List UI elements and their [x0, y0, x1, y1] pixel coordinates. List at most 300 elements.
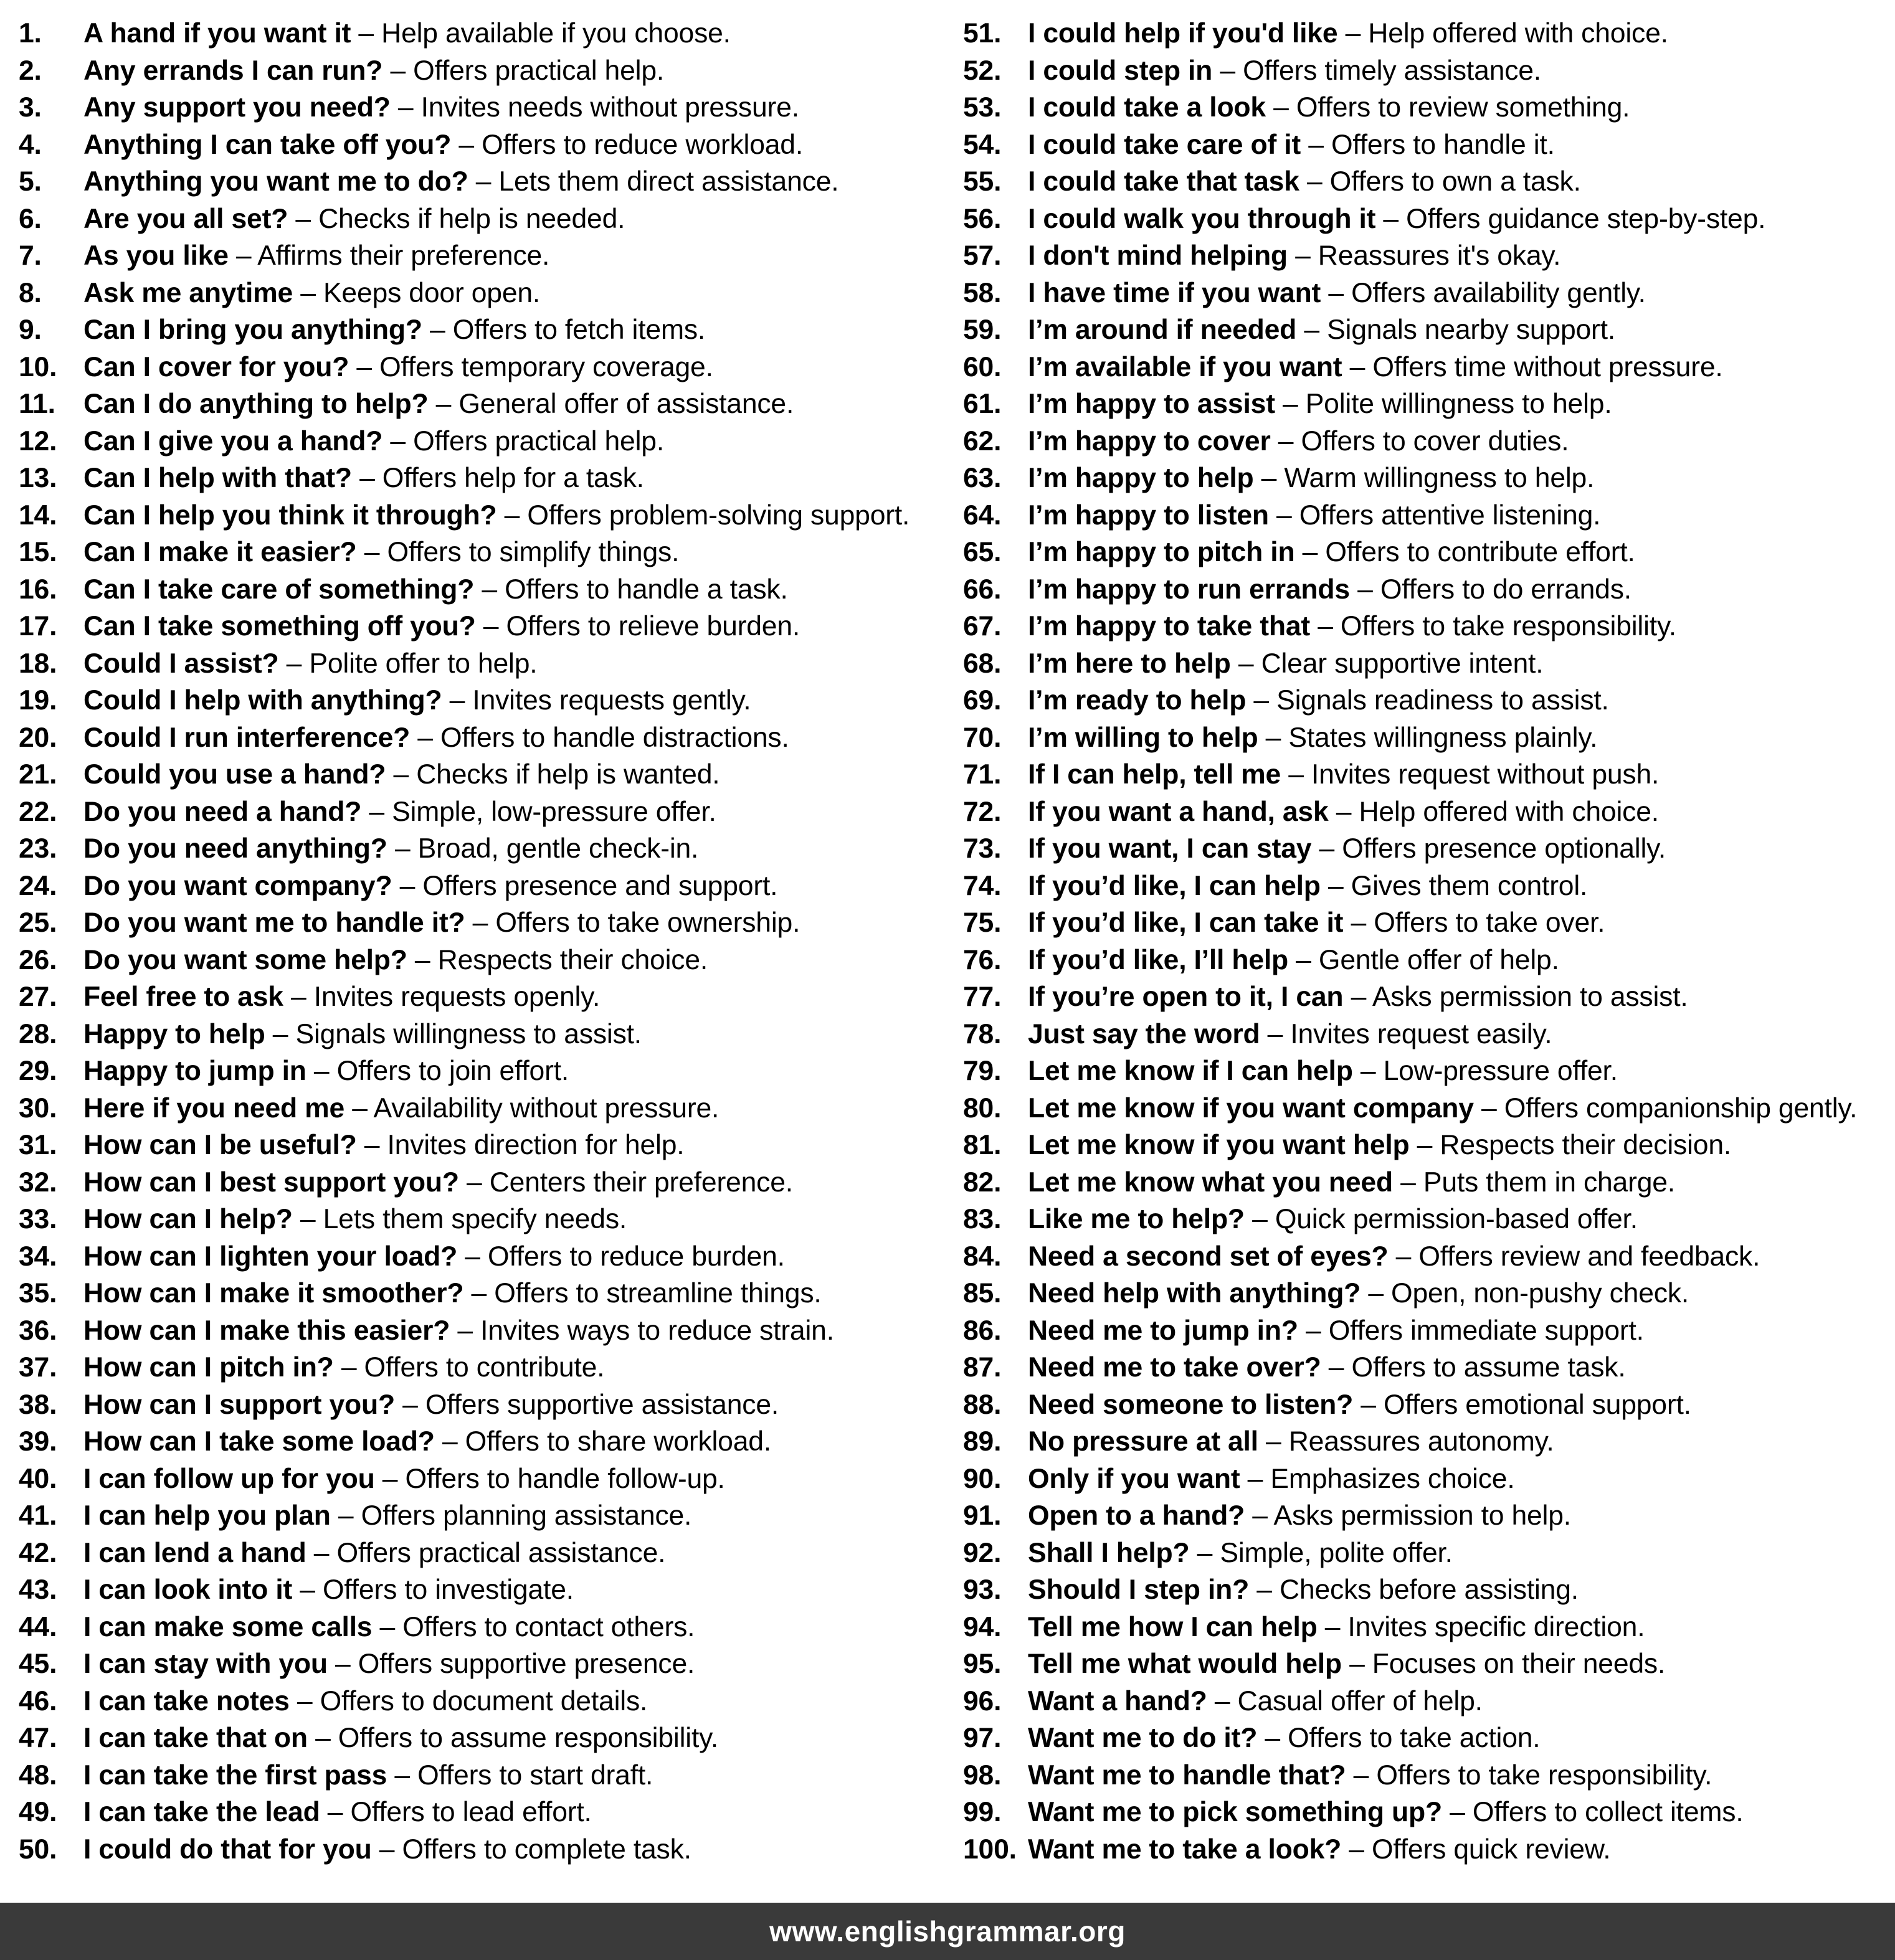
list-item [963, 1238, 1880, 1276]
item-number: 67. [963, 611, 1002, 641]
item-description: Asks permission to help. [1273, 1500, 1571, 1531]
item-description: Emphasizes choice. [1270, 1463, 1515, 1494]
item-description: Simple, low-pressure offer. [392, 796, 716, 827]
item-separator: – [1212, 55, 1243, 86]
list-item [963, 1090, 1880, 1127]
item-phrase: How can I lighten your load? [83, 1241, 458, 1272]
item-text [1028, 793, 1659, 831]
item-separator: – [1317, 1611, 1348, 1642]
list-item [19, 1016, 936, 1053]
item-number: 46. [19, 1685, 57, 1716]
item-description: Offers attentive listening. [1299, 499, 1601, 531]
item-description: Offers to handle distractions. [440, 722, 789, 753]
item-phrase: I’m happy to listen [1028, 499, 1269, 531]
item-text [83, 942, 708, 979]
item-description: Invites request without push. [1311, 759, 1660, 790]
item-text [1028, 868, 1587, 905]
list-item [19, 237, 936, 275]
item-description: Offers companionship gently. [1504, 1092, 1858, 1124]
item-number: 73. [963, 833, 1002, 864]
item-number: 31. [19, 1130, 57, 1160]
item-phrase: Ask me anytime [83, 277, 293, 308]
list-item [963, 904, 1880, 942]
item-description: Help offered with choice. [1368, 18, 1668, 49]
item-description: Checks before assisting. [1279, 1574, 1579, 1605]
list-item [963, 756, 1880, 793]
item-phrase: If you want a hand, ask [1028, 796, 1329, 827]
item-separator: – [372, 1611, 403, 1642]
item-phrase: I could take care of it [1028, 129, 1301, 160]
item-text [83, 15, 731, 52]
footer-bar [0, 1903, 1895, 1960]
item-text [83, 1090, 719, 1127]
item-phrase: I’m happy to pitch in [1028, 537, 1295, 567]
item-text [1028, 942, 1559, 979]
item-description: Checks if help is wanted. [416, 759, 720, 790]
item-separator: – [1442, 1797, 1473, 1827]
list-item [963, 386, 1880, 423]
item-description: Offers to contribute effort. [1325, 537, 1635, 567]
item-separator: – [1388, 1241, 1419, 1272]
item-description: Quick permission-based offer. [1275, 1204, 1638, 1234]
item-description: Reassures autonomy. [1288, 1426, 1554, 1457]
list-item [963, 793, 1880, 831]
item-number: 2. [19, 55, 42, 86]
item-separator: – [374, 1463, 406, 1494]
item-description: Offers to own a task. [1329, 166, 1581, 197]
item-separator: – [463, 1278, 495, 1309]
list-item [963, 275, 1880, 312]
item-description: Offers temporary coverage. [379, 351, 713, 382]
item-number: 66. [963, 574, 1002, 605]
list-item [963, 497, 1880, 534]
list-item [963, 571, 1880, 608]
item-phrase: Do you want me to handle it? [83, 907, 465, 938]
item-description: Offers to complete task. [402, 1834, 691, 1865]
item-description: Offers timely assistance. [1243, 55, 1541, 86]
item-text [83, 1275, 822, 1312]
item-number: 53. [963, 92, 1002, 123]
item-number: 79. [963, 1056, 1002, 1086]
item-number: 7. [19, 240, 42, 271]
item-separator: – [278, 648, 310, 679]
list-item [19, 1757, 936, 1794]
item-phrase: How can I best support you? [83, 1167, 459, 1198]
list-item [963, 645, 1880, 683]
item-phrase: I’m happy to cover [1028, 425, 1271, 457]
list-item [19, 868, 936, 905]
item-text [1028, 1127, 1731, 1164]
item-separator: – [1281, 759, 1311, 790]
item-number: 9. [19, 315, 42, 345]
item-separator: – [392, 870, 423, 901]
item-phrase: A hand if you want it [83, 18, 351, 49]
item-text [1028, 1609, 1645, 1646]
item-number: 71. [963, 759, 1002, 790]
list-item [963, 1053, 1880, 1090]
list-item [19, 645, 936, 683]
item-number: 77. [963, 982, 1002, 1012]
item-separator: – [1260, 1018, 1291, 1049]
item-separator: – [1341, 1649, 1372, 1679]
item-number: 63. [963, 463, 1002, 493]
item-text [1028, 460, 1594, 497]
item-description: Focuses on their needs. [1372, 1649, 1666, 1679]
list-item [963, 682, 1880, 719]
item-text [83, 423, 664, 460]
item-text [1028, 1535, 1453, 1572]
item-description: Offers to contact others. [402, 1611, 695, 1642]
item-description: Polite offer to help. [309, 648, 538, 679]
item-number: 72. [963, 796, 1002, 827]
list-item [963, 1349, 1880, 1386]
item-description: Offers guidance step-by-step. [1406, 203, 1766, 234]
item-phrase: Want me to pick something up? [1028, 1797, 1443, 1827]
item-description: Offers practical help. [413, 425, 665, 457]
item-description: Reassures it's okay. [1318, 240, 1561, 271]
item-phrase: Want me to do it? [1028, 1723, 1258, 1753]
item-number: 83. [963, 1204, 1002, 1234]
list-item [19, 1090, 936, 1127]
item-separator: – [265, 1018, 296, 1049]
item-text [83, 237, 549, 275]
item-description: Offers to reduce workload. [482, 129, 804, 160]
item-description: Lets them direct assistance. [498, 166, 839, 197]
item-separator: – [410, 722, 441, 753]
item-description: Broad, gentle check-in. [417, 833, 699, 864]
list-item [963, 1016, 1880, 1053]
list-item [963, 1497, 1880, 1535]
item-number: 84. [963, 1241, 1002, 1272]
item-text [83, 868, 777, 905]
list-item [19, 719, 936, 757]
item-separator: – [361, 796, 392, 827]
item-text [83, 1794, 592, 1831]
item-separator: – [1270, 425, 1301, 457]
item-text [1028, 1201, 1638, 1238]
item-text [83, 1201, 627, 1238]
item-phrase: Need a second set of eyes? [1028, 1241, 1389, 1272]
item-phrase: I have time if you want [1028, 277, 1321, 308]
item-number: 52. [963, 55, 1002, 86]
item-number: 35. [19, 1278, 57, 1309]
item-separator: – [1299, 166, 1330, 197]
item-description: Offers to take responsibility. [1340, 611, 1676, 641]
item-description: Offers practical help. [413, 55, 665, 86]
item-text [1028, 89, 1630, 126]
item-separator: – [1346, 1759, 1377, 1791]
item-separator: – [1288, 944, 1319, 975]
item-number: 81. [963, 1130, 1002, 1160]
list-item [19, 1201, 936, 1238]
list-item [19, 201, 936, 238]
item-phrase: I’m willing to help [1028, 722, 1258, 753]
list-item [963, 1312, 1880, 1350]
item-number: 5. [19, 166, 42, 197]
item-text [1028, 1571, 1579, 1609]
list-item [19, 52, 936, 90]
item-description: Clear supportive intent. [1261, 648, 1544, 679]
item-separator: – [442, 685, 473, 716]
list-item [19, 1794, 936, 1831]
item-separator: – [394, 1389, 425, 1420]
item-description: Offers to handle it. [1331, 129, 1555, 160]
list-item [963, 830, 1880, 868]
list-item [19, 1461, 936, 1498]
item-description: Centers their preference. [489, 1167, 793, 1198]
item-description: Offers to assume responsibility. [338, 1723, 719, 1753]
item-text [1028, 719, 1597, 757]
item-phrase: How can I make it smoother? [83, 1278, 464, 1309]
item-description: Offers to lead effort. [350, 1797, 592, 1827]
item-separator: – [351, 463, 382, 493]
list-item [19, 311, 936, 349]
list-item [19, 571, 936, 608]
list-item [963, 608, 1880, 645]
list-item [963, 1164, 1880, 1201]
item-number: 26. [19, 944, 57, 975]
item-separator: – [1392, 1167, 1423, 1198]
item-text [83, 830, 698, 868]
item-phrase: I can look into it [83, 1574, 293, 1605]
item-text [1028, 1831, 1610, 1868]
item-phrase: Can I cover for you? [83, 351, 349, 382]
item-description: Offers to take over. [1374, 907, 1605, 938]
item-text [1028, 423, 1569, 460]
item-description: Offers to share workload. [465, 1426, 771, 1457]
item-text [1028, 1497, 1571, 1535]
item-text [1028, 311, 1615, 349]
list-item [19, 497, 936, 534]
item-description: Offers presence and support. [422, 870, 778, 901]
list-item [963, 868, 1880, 905]
item-phrase: Tell me what would help [1028, 1649, 1342, 1679]
item-separator: – [1294, 537, 1326, 567]
list-item [963, 1831, 1880, 1868]
item-description: Offers to contribute. [364, 1352, 605, 1383]
item-separator: – [1343, 982, 1372, 1012]
item-phrase: I don't mind helping [1028, 240, 1288, 271]
item-number: 23. [19, 833, 57, 864]
list-item [963, 978, 1880, 1016]
item-phrase: I could do that for you [83, 1834, 372, 1865]
item-phrase: Do you want some help? [83, 944, 407, 975]
list-item [963, 1794, 1880, 1831]
item-description: Gives them control. [1351, 870, 1588, 901]
item-separator: – [1409, 1130, 1440, 1160]
item-separator: – [1244, 1204, 1275, 1234]
item-text [1028, 1386, 1691, 1424]
item-phrase: How can I take some load? [83, 1426, 435, 1457]
item-description: Lets them specify needs. [323, 1204, 627, 1234]
list-column-left [19, 15, 936, 1868]
item-description: Puts them in charge. [1423, 1167, 1675, 1198]
item-phrase: Do you need anything? [83, 833, 387, 864]
item-text [83, 1645, 695, 1683]
item-text [1028, 534, 1635, 571]
list-item [19, 275, 936, 312]
item-number: 34. [19, 1241, 57, 1272]
list-item [19, 1275, 936, 1312]
item-separator: – [306, 1056, 337, 1086]
item-description: Offers help for a task. [382, 463, 644, 493]
item-description: States willingness plainly. [1288, 722, 1598, 753]
item-phrase: I could help if you'd like [1028, 18, 1338, 49]
item-separator: – [333, 1352, 364, 1383]
list-item [19, 1497, 936, 1535]
item-text [83, 682, 751, 719]
item-number: 27. [19, 982, 57, 1012]
item-number: 87. [963, 1352, 1002, 1383]
list-item [19, 1423, 936, 1461]
item-separator: – [1353, 1389, 1384, 1420]
item-number: 36. [19, 1315, 57, 1346]
item-separator: – [1189, 1537, 1220, 1568]
item-number: 76. [963, 944, 1002, 975]
item-number: 56. [963, 203, 1002, 234]
item-text [83, 460, 644, 497]
item-separator: – [1341, 1834, 1372, 1865]
item-description: Signals nearby support. [1327, 315, 1615, 345]
item-number: 70. [963, 722, 1002, 753]
item-separator: – [496, 499, 528, 531]
item-phrase: I can lend a hand [83, 1537, 306, 1568]
item-phrase: Want a hand? [1028, 1685, 1207, 1716]
item-text [83, 1386, 779, 1424]
item-number: 10. [19, 351, 57, 382]
item-text [83, 1497, 691, 1535]
item-separator: – [292, 1574, 323, 1605]
item-description: Affirms their preference. [257, 240, 550, 271]
item-text [1028, 349, 1723, 386]
item-description: Respects their choice. [437, 944, 708, 975]
item-phrase: I can take that on [83, 1723, 308, 1753]
item-number: 3. [19, 92, 42, 123]
item-phrase: How can I pitch in? [83, 1352, 334, 1383]
item-separator: – [307, 1723, 338, 1753]
item-phrase: Can I give you a hand? [83, 425, 383, 457]
item-text [83, 571, 788, 608]
item-number: 24. [19, 870, 57, 901]
item-description: Simple, polite offer. [1220, 1537, 1453, 1568]
item-phrase: I’m happy to help [1028, 463, 1254, 493]
list-item [19, 163, 936, 201]
item-phrase: I can take the first pass [83, 1759, 387, 1791]
item-separator: – [468, 166, 499, 197]
list-item [963, 942, 1880, 979]
item-number: 98. [963, 1759, 1002, 1791]
item-number: 62. [963, 425, 1002, 457]
list-item [19, 1720, 936, 1757]
list-item [19, 608, 936, 645]
item-phrase: Can I do anything to help? [83, 389, 429, 419]
item-phrase: Need me to jump in? [1028, 1315, 1298, 1346]
item-text [83, 1349, 604, 1386]
item-description: Offers to investigate. [323, 1574, 574, 1605]
item-separator: – [1246, 685, 1277, 716]
list-item [963, 423, 1880, 460]
item-number: 14. [19, 499, 57, 531]
item-phrase: Could you use a hand? [83, 759, 386, 790]
item-description: Offers to take action. [1288, 1723, 1541, 1753]
item-text [83, 275, 540, 312]
list-item [19, 460, 936, 497]
item-text [1028, 1275, 1689, 1312]
list-item [963, 1683, 1880, 1720]
list-item [963, 201, 1880, 238]
item-description: Help available if you choose. [381, 18, 731, 49]
item-text [83, 1238, 785, 1276]
item-text [83, 1535, 665, 1572]
item-phrase: Could I assist? [83, 648, 279, 679]
item-phrase: Open to a hand? [1028, 1500, 1245, 1531]
list-item [19, 1349, 936, 1386]
item-separator: – [320, 1797, 351, 1827]
list-item [19, 386, 936, 423]
list-item [19, 1609, 936, 1646]
item-phrase: How can I support you? [83, 1389, 395, 1420]
item-text [1028, 1720, 1540, 1757]
item-phrase: Can I help with that? [83, 463, 352, 493]
item-number: 33. [19, 1204, 57, 1234]
item-text [1028, 1164, 1675, 1201]
item-number: 58. [963, 277, 1002, 308]
item-phrase: How can I help? [83, 1204, 293, 1234]
item-separator: – [1311, 833, 1342, 864]
item-text [1028, 1349, 1625, 1386]
item-description: Offers quick review. [1372, 1834, 1611, 1865]
list-item [963, 719, 1880, 757]
item-separator: – [306, 1537, 337, 1568]
item-separator: – [382, 425, 414, 457]
item-number: 30. [19, 1092, 57, 1124]
item-phrase: Let me know what you need [1028, 1167, 1393, 1198]
item-number: 60. [963, 351, 1002, 382]
item-separator: – [1258, 722, 1289, 753]
item-text [1028, 1683, 1483, 1720]
item-text [1028, 608, 1676, 645]
list-item [19, 793, 936, 831]
item-phrase: I can stay with you [83, 1649, 328, 1679]
item-description: Offers practical assistance. [336, 1537, 666, 1568]
list-item [963, 1535, 1880, 1572]
item-separator: – [292, 1204, 323, 1234]
item-number: 40. [19, 1463, 57, 1494]
item-phrase: I can take notes [83, 1685, 290, 1716]
item-separator: – [1230, 648, 1261, 679]
list-item [19, 830, 936, 868]
list-item [963, 1609, 1880, 1646]
item-text [1028, 201, 1765, 238]
item-separator: – [288, 203, 319, 234]
item-separator: – [344, 1092, 374, 1124]
item-number: 54. [963, 129, 1002, 160]
item-number: 55. [963, 166, 1002, 197]
item-number: 13. [19, 463, 57, 493]
list-item [19, 126, 936, 164]
item-phrase: I’m happy to assist [1028, 389, 1275, 419]
item-phrase: Can I help you think it through? [83, 499, 497, 531]
item-separator: – [458, 1167, 490, 1198]
item-description: Offers to streamline things. [494, 1278, 822, 1309]
item-text [1028, 1016, 1552, 1053]
item-phrase: If you’d like, I’ll help [1028, 944, 1289, 975]
item-description: Respects their decision. [1440, 1130, 1732, 1160]
item-separator: – [1265, 92, 1296, 123]
item-number: 42. [19, 1537, 57, 1568]
item-phrase: Do you want company? [83, 870, 392, 901]
item-phrase: Shall I help? [1028, 1537, 1190, 1568]
